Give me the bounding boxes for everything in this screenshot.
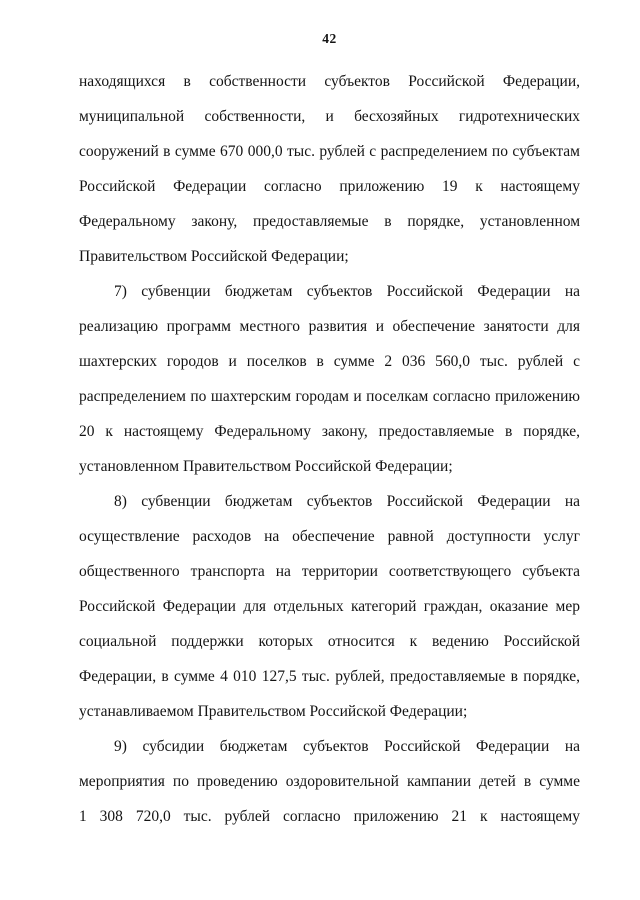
text-line: распределением по шахтерским городам и поселкам согласно приложению (79, 388, 580, 405)
text-line: установленном Правительством Российской Федерации; (79, 458, 453, 475)
text-line: шахтерских городов и поселков в сумме 2 036 560,0 тыс. рублей с (79, 353, 580, 370)
text-line: осуществление расходов на обеспечение равной доступности услуг (79, 528, 580, 545)
text-line: 20 к настоящему Федеральному закону, предоставляемые в порядке, (79, 423, 580, 440)
text-line: общественного транспорта на территории соответствующего субъекта (79, 563, 580, 580)
page-number: 42 (322, 31, 337, 46)
text-line: 9) субсидии бюджетам субъектов Российской Федерации на (114, 738, 580, 755)
text-line: реализацию программ местного развития и обеспечение занятости для (79, 318, 580, 335)
text-line: муниципальной собственности, и бесхозяйных гидротехнических (79, 108, 580, 125)
text-line: находящихся в собственности субъектов Российской Федерации, (79, 73, 580, 90)
text-line: социальной поддержки которых относится к ведению Российской (79, 633, 580, 650)
text-line: Правительством Российской Федерации; (79, 248, 349, 265)
text-line: 7) субвенции бюджетам субъектов Российской Федерации на (114, 283, 580, 300)
text-line: 8) субвенции бюджетам субъектов Российской Федерации на (114, 493, 580, 510)
text-line: Российской Федерации для отдельных категорий граждан, оказание мер (79, 598, 580, 615)
text-line: Федерации, в сумме 4 010 127,5 тыс. рублей, предоставляемые в порядке, (79, 668, 580, 685)
text-line: Российской Федерации согласно приложению 19 к настоящему (79, 178, 580, 195)
text-line: сооружений в сумме 670 000,0 тыс. рублей с распределением по субъектам (79, 143, 580, 160)
text-line: Федеральному закону, предоставляемые в порядке, установленном (79, 213, 580, 230)
text-line: устанавливаемом Правительством Российской Федерации; (79, 703, 468, 720)
text-line: 1 308 720,0 тыс. рублей согласно приложению 21 к настоящему (79, 808, 580, 825)
document-text-block (79, 64, 580, 834)
text-line: мероприятия по проведению оздоровительной кампании детей в сумме (79, 773, 580, 790)
